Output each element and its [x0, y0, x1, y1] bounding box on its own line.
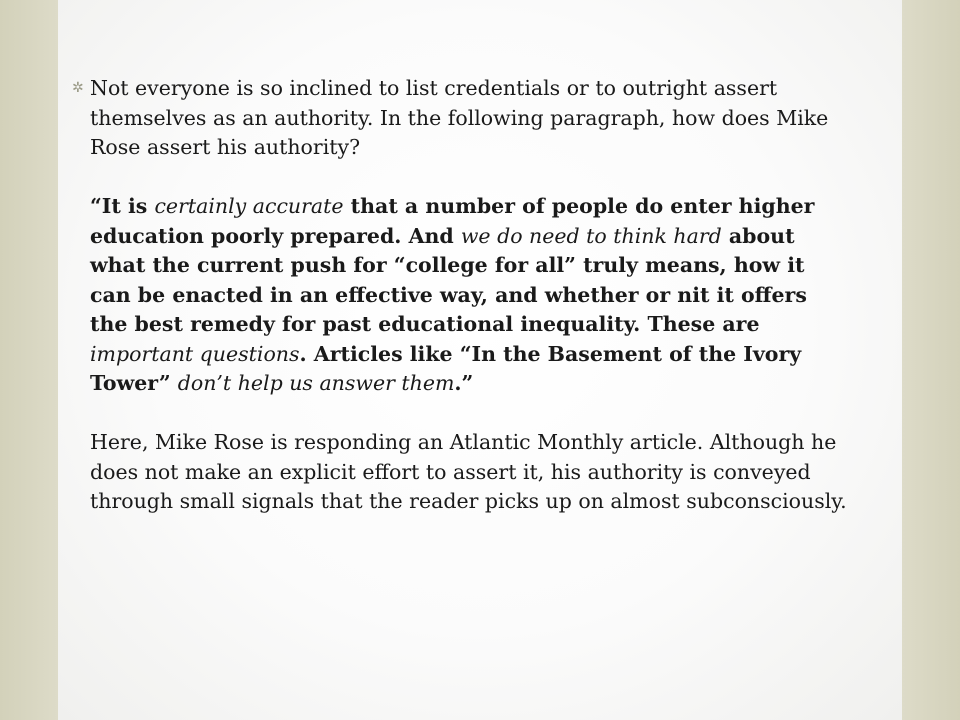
quote-seg-1: “It is: [90, 194, 155, 218]
quote-emphasis-4: don’t help us answer them: [177, 371, 455, 395]
quote-seg-5: about what the current push for “college for all” truly means, how it can be enacted in an effective way, and whether or nit it offers the best remedy for past educational inequality. These are: [90, 223, 807, 336]
quote-seg-9: .”: [454, 371, 474, 395]
quote-emphasis-3: important questions: [90, 341, 300, 366]
quote-emphasis-2: we do need to think hard: [460, 223, 722, 248]
quote-seg-3: that a number of people do enter higher education poorly prepared. And: [90, 194, 815, 248]
star-bullet-icon: ✲: [72, 80, 84, 96]
intro-paragraph: Not everyone is so inclined to list credentials or to outright assert themselves as an authority. In the following paragraph, how does Mike Rose assert his authority?: [90, 76, 829, 159]
conclusion-paragraph: Here, Mike Rose is responding an Atlantic Monthly article. Although he does not make an explicit effort to assert it, his authority is conveyed through small signals that the reader picks up on almost subconsciously.: [90, 430, 847, 513]
quote-emphasis-1: certainly accurate: [154, 194, 344, 218]
quote-paragraph: [90, 192, 850, 399]
quote-seg-7: . Articles like “In the Basement of the Ivory Tower”: [90, 341, 802, 395]
slide-body: [90, 74, 850, 517]
